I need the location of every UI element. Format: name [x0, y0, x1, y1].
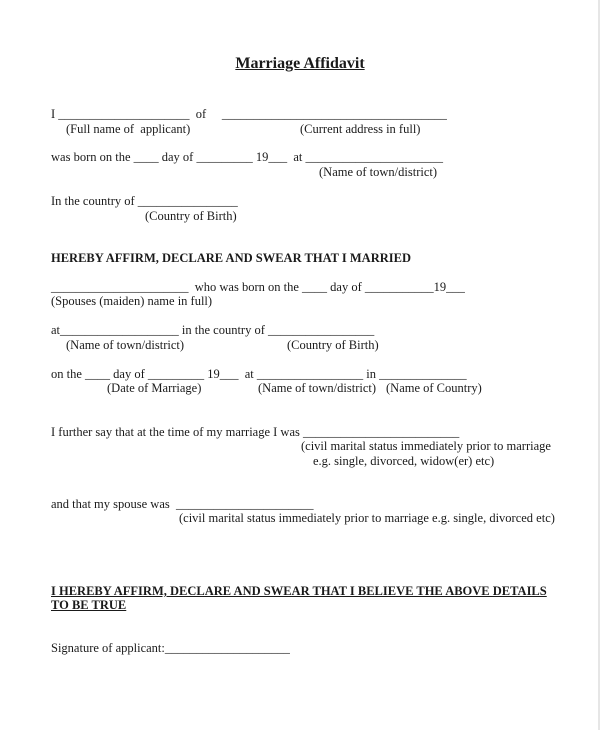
birth-country-caption: (Country of Birth): [145, 209, 237, 223]
my-status-example-caption: e.g. single, divorced, widow(er) etc): [313, 454, 495, 468]
marriage-town-caption: (Name of town/district): [258, 381, 377, 395]
birth-town-caption: (Name of town/district): [319, 165, 438, 179]
my-status-caption: (civil marital status immediately prior to marriage: [301, 439, 551, 453]
spouse-birthplace-line: at___________________ in the country of _________________: [51, 323, 375, 337]
marriage-country-caption: (Name of Country): [386, 381, 482, 395]
applicant-name-line: I _____________________ of ____________________________________: [51, 107, 447, 121]
spouse-town-caption: (Name of town/district): [66, 338, 185, 352]
final-declaration-heading: I HEREBY AFFIRM, DECLARE AND SWEAR THAT I BELIEVE THE ABOVE DETAILS: [51, 584, 547, 598]
final-declaration-heading-cont: TO BE TRUE: [51, 598, 127, 612]
spouse-country-caption: (Country of Birth): [287, 338, 379, 352]
signature-line: Signature of applicant:____________________: [51, 641, 290, 655]
current-address-caption: (Current address in full): [300, 122, 421, 136]
my-status-line: I further say that at the time of my marriage I was _________________________: [51, 425, 460, 439]
spouse-status-caption: (civil marital status immediately prior to marriage e.g. single, divorced etc): [179, 511, 555, 525]
affirm-married-heading: HEREBY AFFIRM, DECLARE AND SWEAR THAT I MARRIED: [51, 251, 411, 265]
marriage-date-line: on the ____ day of _________ 19___ at _________________ in ______________: [51, 367, 467, 381]
spouse-status-line: and that my spouse was ______________________: [51, 497, 314, 511]
spouse-name-caption: (Spouses (maiden) name in full): [51, 294, 213, 308]
birth-country-line: In the country of ________________: [51, 194, 238, 208]
birth-date-line: was born on the ____ day of _________ 19___ at ______________________: [51, 150, 443, 164]
spouse-name-line: ______________________ who was born on the ____ day of ___________19___: [51, 280, 465, 294]
applicant-name-caption: (Full name of applicant): [66, 122, 191, 136]
document-title: Marriage Affidavit: [235, 55, 365, 72]
marriage-date-caption: (Date of Marriage): [107, 381, 202, 395]
